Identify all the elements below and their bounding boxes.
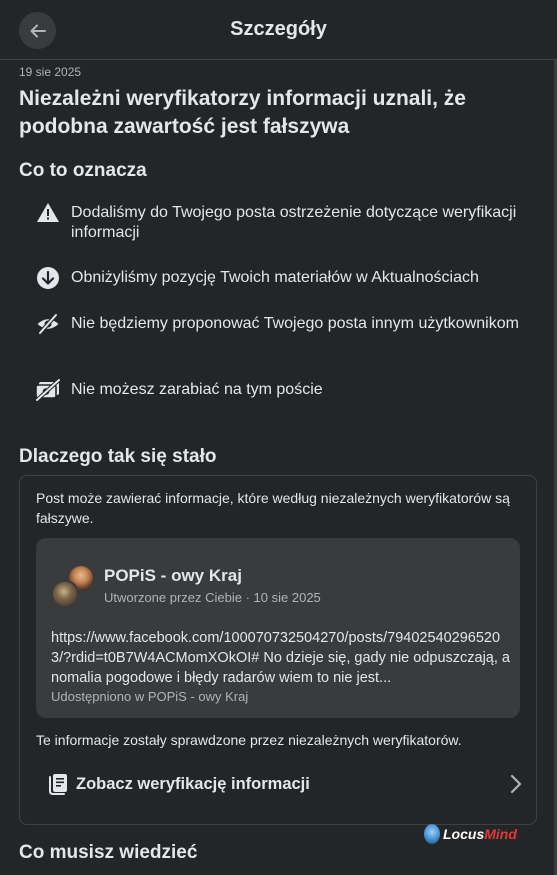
consequence-item — [35, 380, 535, 403]
chevron-right-icon — [504, 772, 528, 796]
document-icon — [42, 769, 72, 799]
arrow-down-circle-icon — [35, 265, 61, 291]
post-meta: Utworzone przez Ciebie · 10 sie 2025 — [104, 590, 321, 605]
avatar-user — [51, 580, 79, 608]
meaning-heading: Co to oznacza — [19, 160, 147, 181]
lightbulb-icon — [424, 824, 440, 844]
post-text: https://www.facebook.com/100070732504270/posts/794025402965203/?rdid=t0B7W4ACMomXOkOI# No dzieje się, gady nie odpuszczają, anomalia pogodowe i błędy radarów wiem to nie jest... — [51, 630, 510, 686]
view-fact-check-button[interactable] — [28, 764, 528, 804]
consequence-item — [35, 203, 535, 243]
header — [0, 0, 557, 60]
view-fact-check-label: Zobacz weryfikację informacji — [76, 774, 310, 793]
post-preview-card[interactable] — [36, 538, 520, 718]
checked-text: Te informacje zostały sprawdzone przez niezależnych weryfikatorów. — [36, 732, 462, 748]
page-name[interactable]: POPiS - owy Kraj — [104, 566, 242, 585]
consequence-item — [35, 314, 535, 337]
need-to-know-heading: Co musisz wiedzieć — [19, 842, 198, 863]
eye-slash-icon — [35, 311, 61, 337]
consequence-text: Dodaliśmy do Twojego posta ostrzeżenie dotyczące weryfikacji informacji — [71, 204, 517, 241]
warning-icon — [35, 200, 61, 226]
consequence-item — [35, 268, 535, 291]
avatar — [51, 564, 95, 608]
why-heading: Dlaczego tak się stało — [19, 446, 217, 467]
watermark-part1: Locus — [443, 826, 485, 842]
consequence-text: Nie możesz zarabiać na tym poście — [71, 381, 323, 398]
header-divider — [0, 59, 557, 60]
page-title: Szczegóły — [230, 18, 327, 40]
why-description: Post może zawierać informacje, które według niezależnych weryfikatorów są fałszywe. — [36, 490, 510, 526]
watermark-logo — [424, 821, 517, 847]
watermark-part2: Mind — [484, 826, 517, 842]
consequence-text: Obniżyliśmy pozycję Twoich materiałów w Aktualnościach — [71, 269, 479, 286]
watermark-text — [443, 826, 517, 842]
post-shared-label: Udostępniono w POPiS - owy Kraj — [51, 689, 249, 704]
money-off-icon — [35, 377, 61, 403]
consequence-text: Nie będziemy proponować Twojego posta innym użytkownikom — [71, 315, 519, 332]
main-title: Niezależni weryfikatorzy informacji uznali, że podobna zawartość jest fałszywa — [19, 87, 466, 138]
date-label: 19 sie 2025 — [19, 65, 82, 79]
why-card — [19, 475, 537, 825]
